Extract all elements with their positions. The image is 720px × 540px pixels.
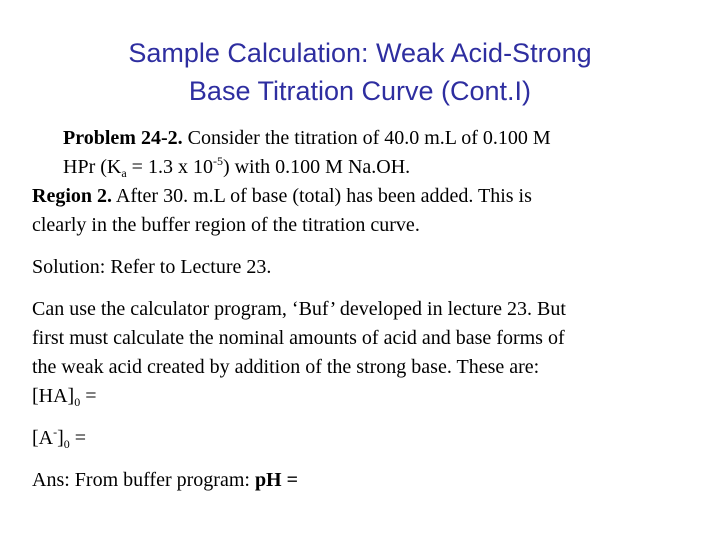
ha-line bbox=[32, 382, 692, 411]
anion-superscript: - bbox=[53, 425, 58, 439]
ha-equals: = bbox=[80, 385, 97, 407]
region-label: Region 2. bbox=[32, 185, 112, 207]
calc-line-1: Can use the calculator program, ‘Buf’ developed in lecture 23. But bbox=[32, 298, 566, 320]
calc-line-3: the weak acid created by addition of the strong base. These are: bbox=[32, 356, 540, 378]
ph-label: pH = bbox=[254, 469, 299, 491]
ka-exponent: -5 bbox=[212, 154, 223, 168]
title-line-2: Base Titration Curve (Cont.I) bbox=[188, 76, 532, 106]
ha-subscript: 0 bbox=[74, 395, 81, 409]
anion-equals: = bbox=[69, 427, 87, 449]
anion-text-b: ] bbox=[57, 427, 64, 449]
anion-subscript: 0 bbox=[63, 437, 70, 451]
problem-line-2 bbox=[32, 153, 692, 182]
problem-text-2a: HPr (K bbox=[63, 156, 122, 178]
slide-body bbox=[32, 124, 692, 495]
answer-text: Ans: From buffer program: bbox=[32, 469, 255, 491]
problem-text-1: Consider the titration of 40.0 m.L of 0.100 M bbox=[182, 127, 551, 149]
anion-line bbox=[32, 424, 692, 453]
problem-text-2b: = 1.3 x 10 bbox=[126, 156, 213, 178]
ha-text: [HA] bbox=[32, 385, 75, 407]
problem-text-2c: ) with 0.100 M Na.OH. bbox=[222, 156, 411, 178]
region-text-1: After 30. m.L of base (total) has been added. This is bbox=[112, 185, 532, 207]
title-line-1: Sample Calculation: Weak Acid-Strong bbox=[128, 38, 592, 68]
calc-line-2: first must calculate the nominal amounts of acid and base forms of bbox=[32, 327, 565, 349]
solution-line: Solution: Refer to Lecture 23. bbox=[32, 256, 272, 278]
ka-subscript: a bbox=[121, 166, 127, 180]
region-line-1 bbox=[32, 182, 692, 211]
answer-line bbox=[32, 466, 692, 495]
anion-text-a: [A bbox=[32, 427, 54, 449]
slide-title bbox=[0, 34, 720, 110]
region-line-2: clearly in the buffer region of the titration curve. bbox=[32, 214, 420, 236]
problem-line-1 bbox=[32, 124, 692, 153]
problem-label: Problem 24-2. bbox=[63, 127, 183, 149]
